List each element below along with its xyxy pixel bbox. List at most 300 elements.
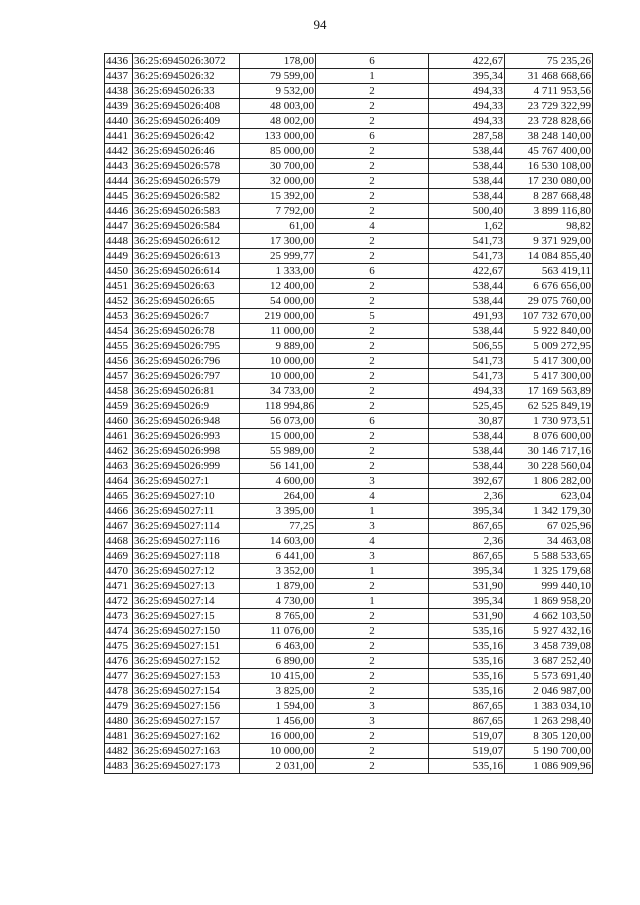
table-row [105, 609, 593, 624]
group-code: 2 [316, 234, 429, 249]
cadastral-number: 36:25:6945027:11 [133, 504, 240, 519]
cadastral-value: 3 458 739,08 [505, 639, 593, 654]
cadastral-number: 36:25:6945026:409 [133, 114, 240, 129]
cadastral-value: 1 342 179,30 [505, 504, 593, 519]
table-row [105, 279, 593, 294]
row-number: 4459 [105, 399, 133, 414]
area: 4 600,00 [240, 474, 316, 489]
cadastral-number: 36:25:6945026:795 [133, 339, 240, 354]
cadastral-number: 36:25:6945027:157 [133, 714, 240, 729]
cadastral-value: 9 371 929,00 [505, 234, 593, 249]
table-row [105, 384, 593, 399]
table-row [105, 594, 593, 609]
unit-value: 506,55 [429, 339, 505, 354]
unit-value: 538,44 [429, 444, 505, 459]
row-number: 4464 [105, 474, 133, 489]
cadastral-value: 8 305 120,00 [505, 729, 593, 744]
cadastral-value: 29 075 760,00 [505, 294, 593, 309]
unit-value: 395,34 [429, 564, 505, 579]
cadastral-value: 75 235,26 [505, 54, 593, 69]
cadastral-number: 36:25:6945027:163 [133, 744, 240, 759]
row-number: 4453 [105, 309, 133, 324]
table-row [105, 99, 593, 114]
group-code: 1 [316, 69, 429, 84]
area: 10 415,00 [240, 669, 316, 684]
area: 16 000,00 [240, 729, 316, 744]
table-row [105, 144, 593, 159]
group-code: 2 [316, 639, 429, 654]
cadastral-value: 4 662 103,50 [505, 609, 593, 624]
group-code: 3 [316, 519, 429, 534]
cadastral-value: 1 263 298,40 [505, 714, 593, 729]
area: 1 879,00 [240, 579, 316, 594]
cadastral-number: 36:25:6945026:993 [133, 429, 240, 444]
table-row [105, 534, 593, 549]
group-code: 2 [316, 339, 429, 354]
cadastral-value: 5 190 700,00 [505, 744, 593, 759]
table-row [105, 69, 593, 84]
area: 9 532,00 [240, 84, 316, 99]
row-number: 4455 [105, 339, 133, 354]
area: 4 730,00 [240, 594, 316, 609]
area: 48 002,00 [240, 114, 316, 129]
group-code: 2 [316, 624, 429, 639]
group-code: 3 [316, 474, 429, 489]
cadastral-number: 36:25:6945027:151 [133, 639, 240, 654]
area: 56 073,00 [240, 414, 316, 429]
area: 2 031,00 [240, 759, 316, 774]
cadastral-number: 36:25:6945027:12 [133, 564, 240, 579]
table-row [105, 249, 593, 264]
cadastral-number: 36:25:6945026:614 [133, 264, 240, 279]
cadastral-value: 14 084 855,40 [505, 249, 593, 264]
group-code: 6 [316, 414, 429, 429]
area: 7 792,00 [240, 204, 316, 219]
area: 11 000,00 [240, 324, 316, 339]
cadastral-number: 36:25:6945026:612 [133, 234, 240, 249]
cadastral-number: 36:25:6945026:81 [133, 384, 240, 399]
group-code: 2 [316, 744, 429, 759]
row-number: 4454 [105, 324, 133, 339]
unit-value: 525,45 [429, 399, 505, 414]
cadastral-number: 36:25:6945026:46 [133, 144, 240, 159]
unit-value: 538,44 [429, 459, 505, 474]
group-code: 1 [316, 564, 429, 579]
table-row [105, 114, 593, 129]
row-number: 4440 [105, 114, 133, 129]
area: 10 000,00 [240, 354, 316, 369]
cadastral-value: 16 530 108,00 [505, 159, 593, 174]
unit-value: 867,65 [429, 549, 505, 564]
group-code: 2 [316, 759, 429, 774]
area: 54 000,00 [240, 294, 316, 309]
area: 79 599,00 [240, 69, 316, 84]
unit-value: 538,44 [429, 429, 505, 444]
cadastral-value: 5 009 272,95 [505, 339, 593, 354]
cadastral-value: 4 711 953,56 [505, 84, 593, 99]
area: 61,00 [240, 219, 316, 234]
row-number: 4470 [105, 564, 133, 579]
row-number: 4437 [105, 69, 133, 84]
group-code: 2 [316, 279, 429, 294]
cadastral-value: 8 076 600,00 [505, 429, 593, 444]
table-row [105, 204, 593, 219]
group-code: 3 [316, 699, 429, 714]
row-number: 4452 [105, 294, 133, 309]
cadastral-number: 36:25:6945026:78 [133, 324, 240, 339]
area: 11 076,00 [240, 624, 316, 639]
group-code: 4 [316, 534, 429, 549]
group-code: 2 [316, 609, 429, 624]
group-code: 6 [316, 129, 429, 144]
table-row [105, 474, 593, 489]
area: 3 352,00 [240, 564, 316, 579]
cadastral-number: 36:25:6945026:583 [133, 204, 240, 219]
row-number: 4462 [105, 444, 133, 459]
row-number: 4460 [105, 414, 133, 429]
table-row [105, 504, 593, 519]
table-row [105, 54, 593, 69]
area: 6 441,00 [240, 549, 316, 564]
group-code: 2 [316, 384, 429, 399]
cadastral-value: 1 325 179,68 [505, 564, 593, 579]
group-code: 2 [316, 324, 429, 339]
unit-value: 395,34 [429, 594, 505, 609]
unit-value: 519,07 [429, 729, 505, 744]
unit-value: 535,16 [429, 624, 505, 639]
group-code: 1 [316, 594, 429, 609]
cadastral-number: 36:25:6945027:118 [133, 549, 240, 564]
table-row [105, 669, 593, 684]
table-row [105, 684, 593, 699]
group-code: 2 [316, 459, 429, 474]
table-row [105, 714, 593, 729]
table-row [105, 444, 593, 459]
unit-value: 538,44 [429, 144, 505, 159]
unit-value: 535,16 [429, 639, 505, 654]
cadastral-value: 17 169 563,89 [505, 384, 593, 399]
area: 17 300,00 [240, 234, 316, 249]
cadastral-value: 31 468 668,66 [505, 69, 593, 84]
unit-value: 541,73 [429, 354, 505, 369]
group-code: 2 [316, 144, 429, 159]
cadastral-value: 38 248 140,00 [505, 129, 593, 144]
group-code: 2 [316, 579, 429, 594]
row-number: 4456 [105, 354, 133, 369]
group-code: 2 [316, 354, 429, 369]
unit-value: 538,44 [429, 174, 505, 189]
row-number: 4482 [105, 744, 133, 759]
cadastral-number: 36:25:6945026:32 [133, 69, 240, 84]
cadastral-value: 5 417 300,00 [505, 354, 593, 369]
area: 85 000,00 [240, 144, 316, 159]
cadastral-number: 36:25:6945026:796 [133, 354, 240, 369]
area: 10 000,00 [240, 744, 316, 759]
group-code: 4 [316, 489, 429, 504]
row-number: 4438 [105, 84, 133, 99]
cadastral-number: 36:25:6945026:999 [133, 459, 240, 474]
cadastral-number: 36:25:6945026:7 [133, 309, 240, 324]
table-row [105, 759, 593, 774]
area: 219 000,00 [240, 309, 316, 324]
row-number: 4469 [105, 549, 133, 564]
page-number: 94 [313, 17, 327, 32]
area: 30 700,00 [240, 159, 316, 174]
row-number: 4474 [105, 624, 133, 639]
cadastral-value: 1 806 282,00 [505, 474, 593, 489]
group-code: 4 [316, 219, 429, 234]
area: 264,00 [240, 489, 316, 504]
cadastral-value: 5 417 300,00 [505, 369, 593, 384]
cadastral-number: 36:25:6945026:584 [133, 219, 240, 234]
table-row [105, 429, 593, 444]
cadastral-table [104, 53, 593, 774]
cadastral-number: 36:25:6945026:579 [133, 174, 240, 189]
cadastral-number: 36:25:6945026:582 [133, 189, 240, 204]
cadastral-value: 30 228 560,04 [505, 459, 593, 474]
row-number: 4458 [105, 384, 133, 399]
row-number: 4448 [105, 234, 133, 249]
cadastral-value: 2 046 987,00 [505, 684, 593, 699]
unit-value: 867,65 [429, 699, 505, 714]
table-row [105, 189, 593, 204]
table-row [105, 519, 593, 534]
group-code: 2 [316, 684, 429, 699]
group-code: 2 [316, 399, 429, 414]
area: 1 594,00 [240, 699, 316, 714]
cadastral-number: 36:25:6945027:152 [133, 654, 240, 669]
cadastral-number: 36:25:6945027:156 [133, 699, 240, 714]
row-number: 4461 [105, 429, 133, 444]
table-row [105, 549, 593, 564]
unit-value: 500,40 [429, 204, 505, 219]
cadastral-number: 36:25:6945026:948 [133, 414, 240, 429]
cadastral-number: 36:25:6945027:14 [133, 594, 240, 609]
table-row [105, 579, 593, 594]
row-number: 4442 [105, 144, 133, 159]
cadastral-number: 36:25:6945026:63 [133, 279, 240, 294]
group-code: 5 [316, 309, 429, 324]
row-number: 4472 [105, 594, 133, 609]
row-number: 4476 [105, 654, 133, 669]
cadastral-number: 36:25:6945026:613 [133, 249, 240, 264]
unit-value: 541,73 [429, 234, 505, 249]
row-number: 4446 [105, 204, 133, 219]
cadastral-value: 67 025,96 [505, 519, 593, 534]
cadastral-value: 999 440,10 [505, 579, 593, 594]
cadastral-number: 36:25:6945027:114 [133, 519, 240, 534]
unit-value: 422,67 [429, 264, 505, 279]
area: 3 825,00 [240, 684, 316, 699]
row-number: 4465 [105, 489, 133, 504]
row-number: 4457 [105, 369, 133, 384]
area: 9 889,00 [240, 339, 316, 354]
unit-value: 535,16 [429, 654, 505, 669]
cadastral-number: 36:25:6945027:173 [133, 759, 240, 774]
cadastral-number: 36:25:6945027:162 [133, 729, 240, 744]
table-row [105, 399, 593, 414]
cadastral-number: 36:25:6945027:15 [133, 609, 240, 624]
cadastral-number: 36:25:6945026:65 [133, 294, 240, 309]
cadastral-number: 36:25:6945027:150 [133, 624, 240, 639]
cadastral-value: 3 687 252,40 [505, 654, 593, 669]
table-body [105, 54, 593, 774]
area: 48 003,00 [240, 99, 316, 114]
cadastral-value: 17 230 080,00 [505, 174, 593, 189]
area: 25 999,77 [240, 249, 316, 264]
area: 118 994,86 [240, 399, 316, 414]
group-code: 6 [316, 264, 429, 279]
unit-value: 538,44 [429, 324, 505, 339]
area: 1 333,00 [240, 264, 316, 279]
cadastral-number: 36:25:6945027:10 [133, 489, 240, 504]
cadastral-value: 6 676 656,00 [505, 279, 593, 294]
row-number: 4445 [105, 189, 133, 204]
row-number: 4480 [105, 714, 133, 729]
unit-value: 538,44 [429, 279, 505, 294]
table-row [105, 564, 593, 579]
group-code: 2 [316, 159, 429, 174]
area: 34 733,00 [240, 384, 316, 399]
area: 6 463,00 [240, 639, 316, 654]
cadastral-value: 8 287 668,48 [505, 189, 593, 204]
area: 14 603,00 [240, 534, 316, 549]
area: 133 000,00 [240, 129, 316, 144]
unit-value: 494,33 [429, 99, 505, 114]
cadastral-value: 563 419,11 [505, 264, 593, 279]
table-row [105, 354, 593, 369]
cadastral-number: 36:25:6945026:578 [133, 159, 240, 174]
unit-value: 2,36 [429, 534, 505, 549]
group-code: 2 [316, 174, 429, 189]
cadastral-value: 45 767 400,00 [505, 144, 593, 159]
table-row [105, 624, 593, 639]
table-row [105, 264, 593, 279]
cadastral-value: 1 086 909,96 [505, 759, 593, 774]
group-code: 2 [316, 249, 429, 264]
unit-value: 519,07 [429, 744, 505, 759]
cadastral-value: 5 922 840,00 [505, 324, 593, 339]
area: 12 400,00 [240, 279, 316, 294]
table-row [105, 414, 593, 429]
group-code: 1 [316, 504, 429, 519]
cadastral-value: 23 728 828,66 [505, 114, 593, 129]
row-number: 4471 [105, 579, 133, 594]
unit-value: 867,65 [429, 519, 505, 534]
unit-value: 867,65 [429, 714, 505, 729]
table-row [105, 744, 593, 759]
table-row [105, 489, 593, 504]
cadastral-number: 36:25:6945026:408 [133, 99, 240, 114]
row-number: 4483 [105, 759, 133, 774]
group-code: 3 [316, 549, 429, 564]
table-row [105, 654, 593, 669]
unit-value: 535,16 [429, 684, 505, 699]
row-number: 4473 [105, 609, 133, 624]
cadastral-number: 36:25:6945026:998 [133, 444, 240, 459]
table-row [105, 234, 593, 249]
cadastral-value: 1 730 973,51 [505, 414, 593, 429]
unit-value: 538,44 [429, 189, 505, 204]
area: 77,25 [240, 519, 316, 534]
area: 6 890,00 [240, 654, 316, 669]
unit-value: 287,58 [429, 129, 505, 144]
unit-value: 541,73 [429, 369, 505, 384]
row-number: 4477 [105, 669, 133, 684]
cadastral-value: 3 899 116,80 [505, 204, 593, 219]
cadastral-number: 36:25:6945027:1 [133, 474, 240, 489]
row-number: 4468 [105, 534, 133, 549]
unit-value: 395,34 [429, 504, 505, 519]
row-number: 4439 [105, 99, 133, 114]
table-row [105, 84, 593, 99]
area: 3 395,00 [240, 504, 316, 519]
row-number: 4463 [105, 459, 133, 474]
cadastral-value: 1 383 034,10 [505, 699, 593, 714]
area: 1 456,00 [240, 714, 316, 729]
group-code: 2 [316, 204, 429, 219]
unit-value: 1,62 [429, 219, 505, 234]
unit-value: 531,90 [429, 609, 505, 624]
group-code: 2 [316, 114, 429, 129]
group-code: 2 [316, 669, 429, 684]
table-row [105, 159, 593, 174]
row-number: 4475 [105, 639, 133, 654]
area: 32 000,00 [240, 174, 316, 189]
row-number: 4466 [105, 504, 133, 519]
unit-value: 491,93 [429, 309, 505, 324]
group-code: 2 [316, 189, 429, 204]
cadastral-number: 36:25:6945027:116 [133, 534, 240, 549]
cadastral-number: 36:25:6945026:797 [133, 369, 240, 384]
row-number: 4481 [105, 729, 133, 744]
cadastral-value: 23 729 322,99 [505, 99, 593, 114]
area: 8 765,00 [240, 609, 316, 624]
area: 15 000,00 [240, 429, 316, 444]
unit-value: 541,73 [429, 249, 505, 264]
row-number: 4444 [105, 174, 133, 189]
row-number: 4479 [105, 699, 133, 714]
unit-value: 531,90 [429, 579, 505, 594]
area: 56 141,00 [240, 459, 316, 474]
group-code: 6 [316, 54, 429, 69]
area: 178,00 [240, 54, 316, 69]
table-row [105, 219, 593, 234]
group-code: 2 [316, 429, 429, 444]
cadastral-number: 36:25:6945026:33 [133, 84, 240, 99]
group-code: 2 [316, 294, 429, 309]
row-number: 4451 [105, 279, 133, 294]
unit-value: 392,67 [429, 474, 505, 489]
cadastral-number: 36:25:6945026:9 [133, 399, 240, 414]
area: 55 989,00 [240, 444, 316, 459]
cadastral-value: 30 146 717,16 [505, 444, 593, 459]
table-row [105, 369, 593, 384]
row-number: 4449 [105, 249, 133, 264]
table-row [105, 294, 593, 309]
area: 15 392,00 [240, 189, 316, 204]
area: 10 000,00 [240, 369, 316, 384]
unit-value: 30,87 [429, 414, 505, 429]
cadastral-value: 98,82 [505, 219, 593, 234]
unit-value: 538,44 [429, 294, 505, 309]
table-row [105, 129, 593, 144]
cadastral-value: 5 927 432,16 [505, 624, 593, 639]
cadastral-number: 36:25:6945026:3072 [133, 54, 240, 69]
table-row [105, 339, 593, 354]
group-code: 2 [316, 84, 429, 99]
group-code: 2 [316, 654, 429, 669]
